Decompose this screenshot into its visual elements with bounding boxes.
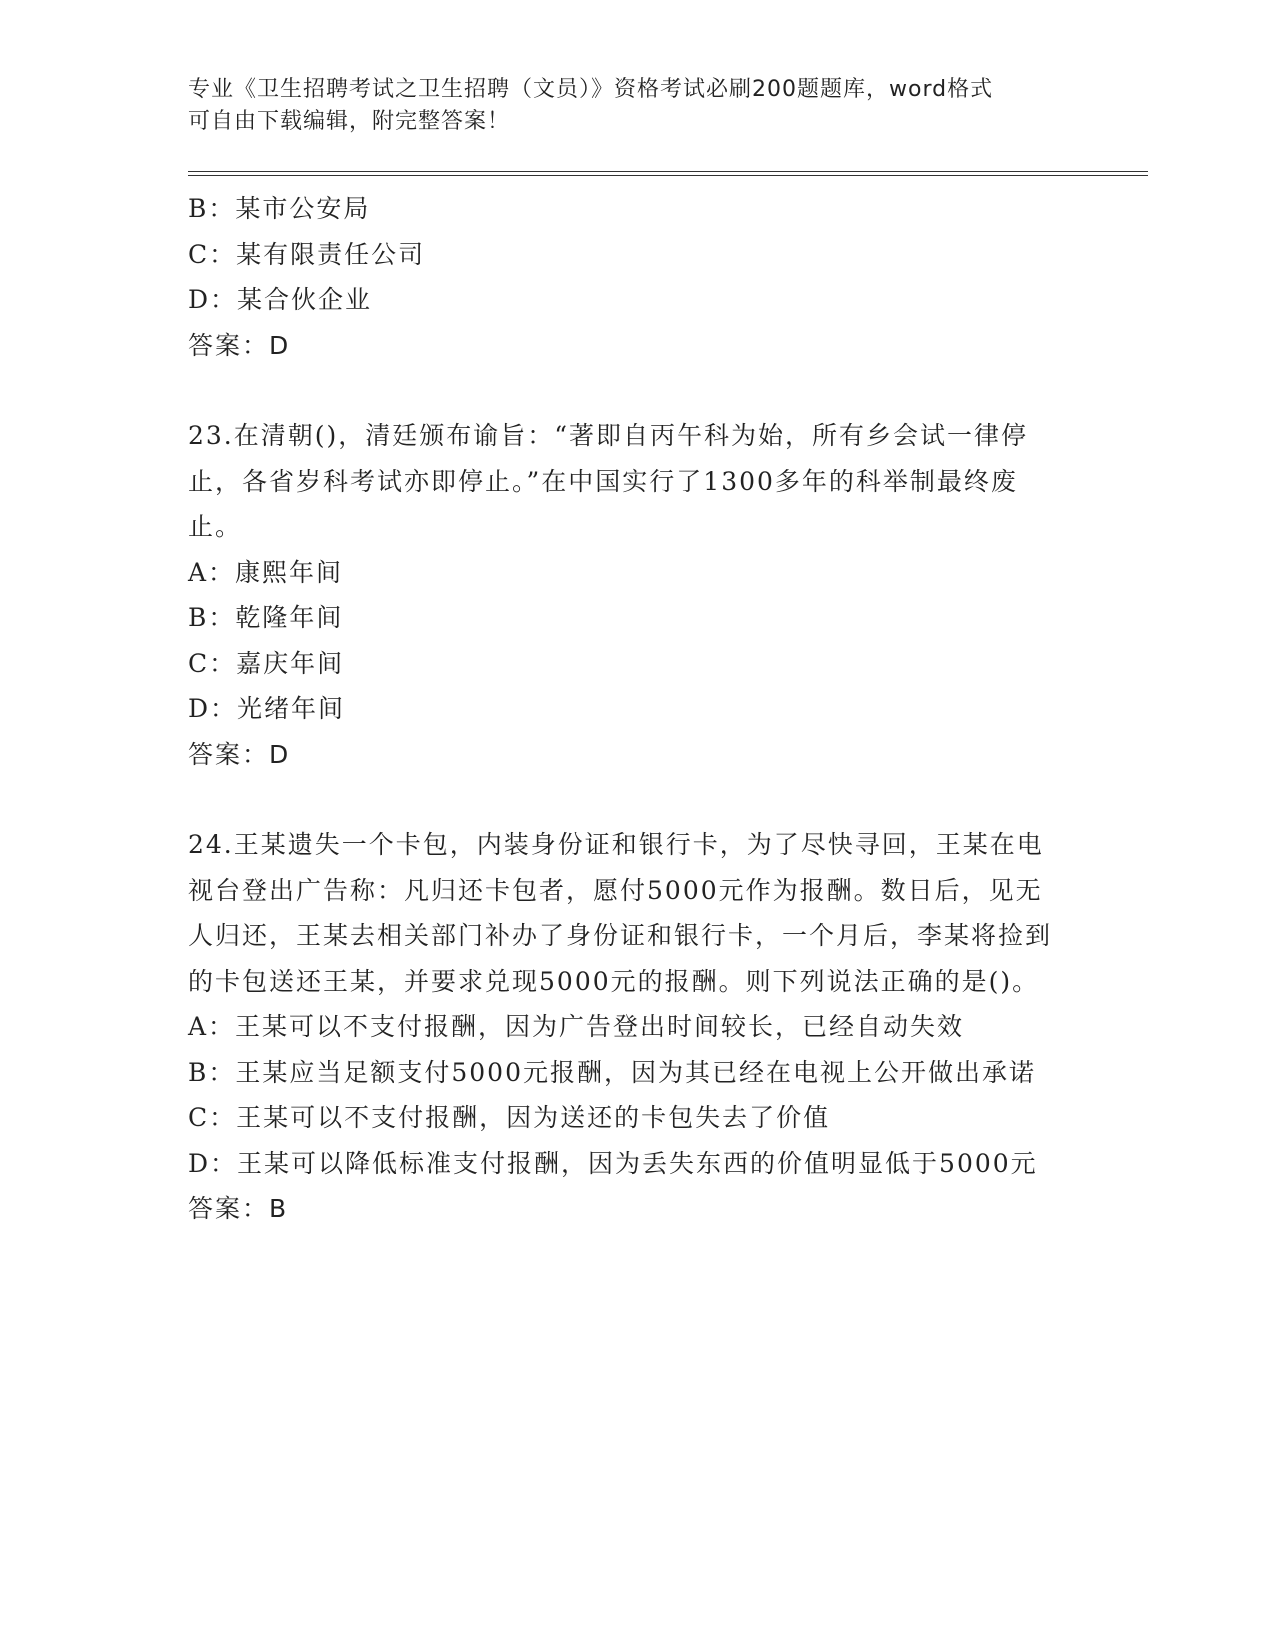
option-d: D：王某可以降低标准支付报酬，因为丢失东西的价值明显低于5000元 [188,1148,1038,1178]
spacer [188,777,1068,822]
option-c: C：某有限责任公司 [188,239,426,269]
option-b: B：王某应当足额支付5000元报酬，因为其已经在电视上公开做出承诺 [188,1057,1036,1087]
option-d: D：某合伙企业 [188,285,373,314]
question-stem: 23.在清朝()，清廷颁布谕旨：“著即自丙午科为始，所有乡会试一律停止，各省岁科考试亦即停止。”在中国实行了1300多年的科举制最终废止。 [188,421,1029,541]
option-a: A：王某可以不支付报酬，因为广告登出时间较长，已经自动失效 [188,1012,965,1041]
option-b: B：某市公安局 [188,194,371,223]
question-22 [188,186,1068,368]
header-line-1: 专业《卫生招聘考试之卫生招聘（文员）》资格考试必刷200题题库，word格式 [188,77,994,102]
option-d: D：光绪年间 [188,694,346,723]
header-divider-bottom [188,175,1148,176]
option-c: C：嘉庆年间 [188,648,345,678]
option-b: B：乾隆年间 [188,603,344,632]
question-list [188,186,1068,1232]
header-line-2: 可自由下载编辑，附完整答案！ [188,109,511,134]
header-divider-top [188,171,1148,172]
option-c: C：王某可以不支付报酬，因为送还的卡包失去了价值 [188,1103,831,1132]
spacer [188,368,1068,413]
question-stem: 24.王某遗失一个卡包，内装身份证和银行卡，为了尽快寻回，王某在电视台登出广告称：凡归还卡包者，愿付5000元作为报酬。数日后，见无人归还，王某去相关部门补办了身份证和银行卡，一个月后，李某将捡到的卡包送还王某，并要求兑现5000元的报酬。则下列说法正确的是()。 [188,830,1053,996]
answer-text: 答案：B [188,1194,289,1223]
question-24 [188,822,1068,1232]
question-23 [188,413,1068,777]
answer-text: 答案：D [188,330,291,360]
document-header [188,74,1088,138]
answer-text: 答案：D [188,739,291,769]
option-a: A：康熙年间 [188,557,344,587]
